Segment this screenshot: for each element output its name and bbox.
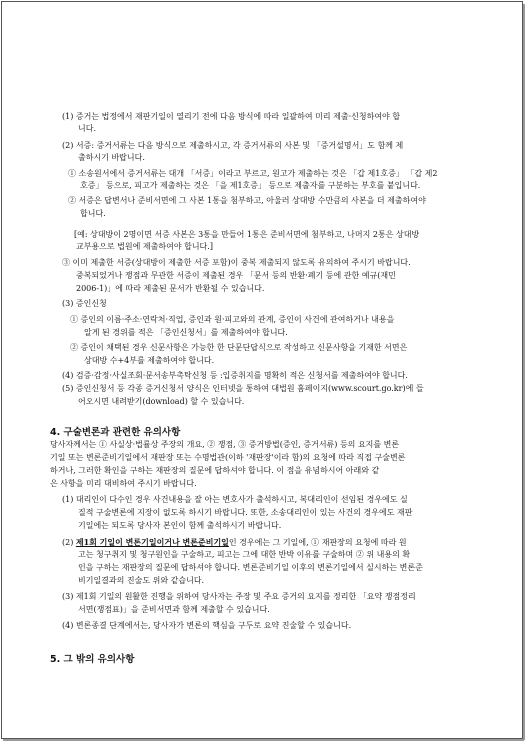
section-4-intro-line-2: 기일 또는 변론준비기일에서 재판장 또는 수명법관(이하 '재판장'이라 함)의 요청에 따라 직접 구술변론 — [50, 453, 406, 462]
item-5-line-2: 어오시면 내려받기(download) 할 수 있습니다. — [78, 397, 245, 406]
s4-item-2-rest: 인 경우에는 그 기일에, ① 재판장의 요청에 따라 원 — [228, 538, 407, 547]
item-3-2-line-2: 상대방 수+4부를 제출하여야 합니다. — [84, 356, 215, 365]
s4-item-2-line-4: 비기일결과의 진술도 위와 같습니다. — [78, 576, 205, 585]
item-1-line-2: 니다. — [78, 124, 96, 133]
s4-item-2-number: (2) — [62, 538, 76, 547]
section-4-intro-line-1: 당사자께서는 ① 사실상·법률상 주장의 개요, ② 쟁점, ③ 증거방법(증인, 증거서류) 등의 요지를 변론 — [50, 440, 400, 449]
s4-item-1-line-2: 질적 구술변론에 지장이 없도록 하시기 바랍니다. 또한, 소송대리인이 있는 사건의 경우에도 재판 — [78, 508, 413, 517]
item-2-3-line-3: 2006-1)」에 따라 제출된 문서가 반환될 수 있습니다. — [76, 284, 265, 293]
item-3-title: (3) 증인신청 — [62, 299, 107, 308]
item-2-2-line-2: 합니다. — [80, 209, 106, 218]
item-2-3-line-2: 중복되었거나 쟁점과 무관한 서증이 제출된 경우 「문서 등의 반환·폐기 등에 관한 예규(재민 — [76, 271, 396, 280]
s4-item-1-line-1: (1) 대리인이 다수인 경우 사건내용을 잘 아는 변호사가 출석하시고, 복대리인이 선임된 경우에도 실 — [62, 495, 408, 504]
section-4-intro-line-4: 은 사항을 미리 대비하여 주시기 바랍니다. — [50, 479, 197, 488]
s4-item-2-line-2: 고는 청구취지 및 청구원인을 구술하고, 피고는 그에 대한 반박 이유를 구술하며 ② 위 내용의 확 — [78, 550, 411, 559]
item-2-line-1: (2) 서증: 증거서류는 다음 방식으로 제출하시고, 각 증거서류의 사본 및 「증거설명서」도 함께 제 — [62, 141, 404, 150]
s4-item-4: (4) 변론종결 단계에서는, 당사자가 변론의 핵심을 구두로 요약 진술할 수 있습니다. — [62, 621, 352, 630]
s4-item-2-emphasis: 제1회 기일이 변론기일이거나 변론준비기일 — [75, 537, 229, 547]
section-4-intro-line-3: 하거나, 그러한 확인을 구하는 재판장의 질문에 답하셔야 합니다. 이 점을 유념하시어 아래와 같 — [50, 466, 380, 475]
s4-item-1-line-3: 기일에는 되도록 당사자 본인이 함께 출석하시기 바랍니다. — [78, 521, 282, 530]
item-3-1-line-2: 알게 된 경위를 적은 「증인신청서」를 제출하여야 합니다. — [84, 328, 288, 337]
section-5-heading: 5. 그 밖의 유의사항 — [50, 654, 135, 665]
s4-item-2-line-3: 인을 구하는 재판장의 질문에 답하셔야 합니다. 변론준비기일 이후의 변론기일에서 실시하는 변론준 — [78, 563, 423, 572]
example-note-line-1: [예: 상대방이 2명이면 서증 사본은 3통을 만들어 1통은 준비서면에 첨부하고, 나머지 2통은 상대방 — [74, 230, 420, 239]
item-3-1-line-1: ① 증인의 이름·주소·연락처·직업, 증인과 원·피고와의 관계, 증인이 사건에 관여하거나 내용을 — [70, 315, 395, 324]
item-2-line-2: 출하시기 바랍니다. — [78, 153, 145, 162]
s4-item-3-line-2: 서면(쟁점표)」을 준비서면과 함께 제출할 수 있습니다. — [78, 605, 270, 614]
example-note-line-2: 교부용으로 법원에 제출하여야 합니다.] — [76, 242, 213, 251]
item-2-2-line-1: ② 서증은 답변서나 준비서면에 그 사본 1통을 첨부하고, 아울러 상대방 수만큼의 사본을 더 제출하여야 — [68, 196, 426, 205]
item-1-line-1: (1) 증거는 법정에서 재판기일이 열리기 전에 다음 방식에 따라 일괄하여 미리 제출·신청하여야 합 — [62, 112, 401, 121]
item-2-1-line-2: 호증」 등으로, 피고가 제출하는 것은 「을 제1호증」 등으로 제출자를 구분하는 부호를 붙입니다. — [80, 181, 421, 190]
item-2-3-line-1: ③ 이미 제출한 서증(상대방이 제출한 서증 포함)이 중복 제출되지 않도록 유의하여 주시기 바랍니다. — [62, 258, 411, 267]
s4-item-2-line-1 — [62, 537, 407, 548]
item-3-2-line-1: ② 증인이 채택된 경우 신문사항은 가능한 한 단문단답식으로 작성하고 신문사항을 기재한 서면은 — [70, 343, 408, 352]
s4-item-3-line-1: (3) 제1회 기일의 원활한 진행을 위하여 당사자는 주장 및 주요 증거의 요지를 정리한 「요약 쟁점정리 — [62, 592, 416, 601]
section-4-heading: 4. 구술변론과 관련한 유의사항 — [50, 427, 181, 438]
item-2-1-line-1: ① 소송원서에서 증거서류는 대개 「서증」이라고 부르고, 원고가 제출하는 것은 「갑 제1호증」 「갑 제2 — [68, 169, 438, 178]
item-5-line-1: (5) 증인신청서 등 각종 증거신청서 양식은 인터넷을 통하여 대법원 홈페이지(www.scourt.go.kr)에 들 — [62, 384, 424, 393]
item-4: (4) 검증·감정·사실조회·문서송부촉탁신청 등 :입증취지를 명확히 적은 신청서를 제출하여야 합니다. — [62, 371, 408, 380]
